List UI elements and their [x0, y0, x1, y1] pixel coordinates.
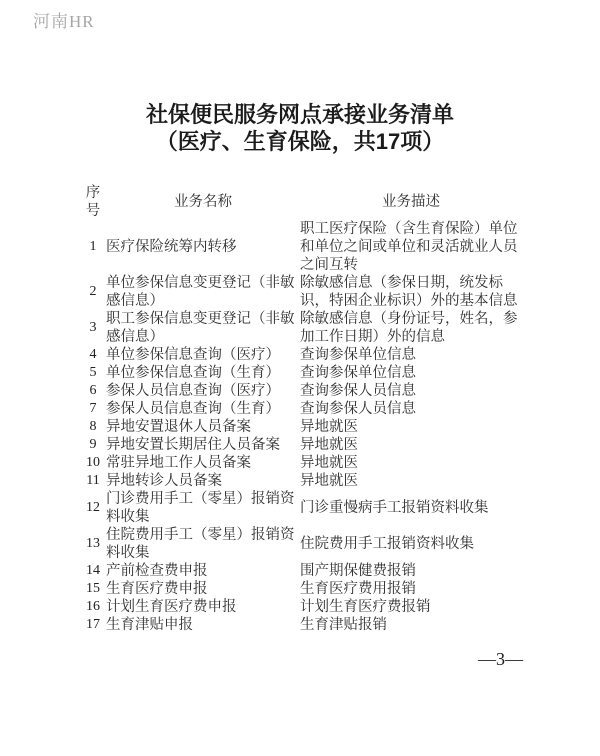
service-description: 除敏感信息（身份证号，姓名，参加工作日期）外的信息	[300, 311, 518, 345]
service-name: 常驻异地工作人员备案	[106, 455, 251, 471]
table-row	[80, 274, 522, 310]
table-row	[80, 490, 522, 526]
table-row	[80, 436, 522, 454]
service-name: 生育津贴申报	[106, 617, 193, 633]
service-name: 职工参保信息变更登记（非敏感信息）	[106, 311, 295, 345]
table-row	[80, 598, 522, 616]
table-row	[80, 580, 522, 598]
row-serial-number: 13	[86, 536, 100, 551]
row-serial-number: 9	[89, 437, 97, 452]
service-name: 单位参保信息查询（医疗）	[106, 347, 280, 363]
services-table	[80, 184, 522, 634]
service-description: 异地就医	[300, 473, 358, 489]
row-serial-number: 3	[89, 320, 97, 335]
table-header-row	[80, 184, 522, 220]
table-row	[80, 220, 522, 274]
row-serial-number: 4	[89, 347, 97, 362]
service-description: 除敏感信息（参保日期，统发标识，特困企业标识）外的基本信息	[300, 275, 518, 309]
document-title	[0, 101, 600, 155]
table-row	[80, 364, 522, 382]
service-name: 异地安置长期居住人员备案	[106, 437, 280, 453]
table-row	[80, 562, 522, 580]
service-description: 异地就医	[300, 419, 358, 435]
table-row	[80, 400, 522, 418]
service-description: 查询参保单位信息	[300, 365, 416, 381]
service-description: 计划生育医疗费报销	[300, 599, 431, 615]
row-serial-number: 1	[89, 239, 97, 254]
service-name: 生育医疗费申报	[106, 581, 208, 597]
row-serial-number: 2	[89, 284, 97, 299]
service-name: 参保人员信息查询（医疗）	[106, 383, 280, 399]
row-serial-number: 12	[86, 500, 100, 515]
service-description: 职工医疗保险（含生育保险）单位和单位之间或单位和灵活就业人员之间互转	[300, 221, 518, 273]
service-description: 生育医疗费用报销	[300, 581, 416, 597]
column-header-serial-number: 序号	[85, 185, 101, 219]
service-name: 门诊费用手工（零星）报销资料收集	[106, 491, 295, 525]
table-row	[80, 526, 522, 562]
table-row	[80, 454, 522, 472]
row-serial-number: 17	[86, 617, 100, 632]
service-name: 异地转诊人员备案	[106, 473, 222, 489]
service-description: 围产期保健费报销	[300, 563, 416, 579]
service-name: 计划生育医疗费申报	[106, 599, 237, 615]
row-serial-number: 5	[89, 365, 97, 380]
service-name: 单位参保信息变更登记（非敏感信息）	[106, 275, 295, 309]
service-name: 产前检查费申报	[106, 563, 208, 579]
table-row	[80, 310, 522, 346]
column-header-business-name: 业务名称	[174, 194, 232, 210]
service-name: 住院费用手工（零星）报销资料收集	[106, 527, 295, 561]
table-row	[80, 616, 522, 634]
row-serial-number: 16	[86, 599, 100, 614]
page-number: —3—	[478, 649, 523, 669]
row-serial-number: 6	[89, 383, 97, 398]
service-description: 门诊重慢病手工报销资料收集	[300, 500, 489, 516]
table-body	[80, 220, 522, 634]
row-serial-number: 8	[89, 419, 97, 434]
watermark-logo: 河南HR	[33, 12, 95, 31]
table-row	[80, 382, 522, 400]
table-row	[80, 472, 522, 490]
row-serial-number: 7	[89, 401, 97, 416]
table-row	[80, 346, 522, 364]
service-description: 异地就医	[300, 455, 358, 471]
table-row	[80, 418, 522, 436]
service-name: 单位参保信息查询（生育）	[106, 365, 280, 381]
service-description: 查询参保人员信息	[300, 383, 416, 399]
service-description: 查询参保单位信息	[300, 347, 416, 363]
title-line-2: （医疗、生育保险，共17项）	[155, 129, 445, 154]
service-description: 异地就医	[300, 437, 358, 453]
service-description: 生育津贴报销	[300, 617, 387, 633]
row-serial-number: 15	[86, 581, 100, 596]
service-name: 异地安置退休人员备案	[106, 419, 251, 435]
service-description: 查询参保人员信息	[300, 401, 416, 417]
service-description: 住院费用手工报销资料收集	[300, 536, 474, 552]
service-name: 参保人员信息查询（生育）	[106, 401, 280, 417]
row-serial-number: 14	[86, 563, 100, 578]
service-name: 医疗保险统筹内转移	[106, 239, 237, 255]
row-serial-number: 10	[86, 455, 100, 470]
row-serial-number: 11	[86, 473, 100, 488]
column-header-business-description: 业务描述	[382, 194, 440, 210]
title-line-1: 社保便民服务网点承接业务清单	[145, 102, 454, 127]
